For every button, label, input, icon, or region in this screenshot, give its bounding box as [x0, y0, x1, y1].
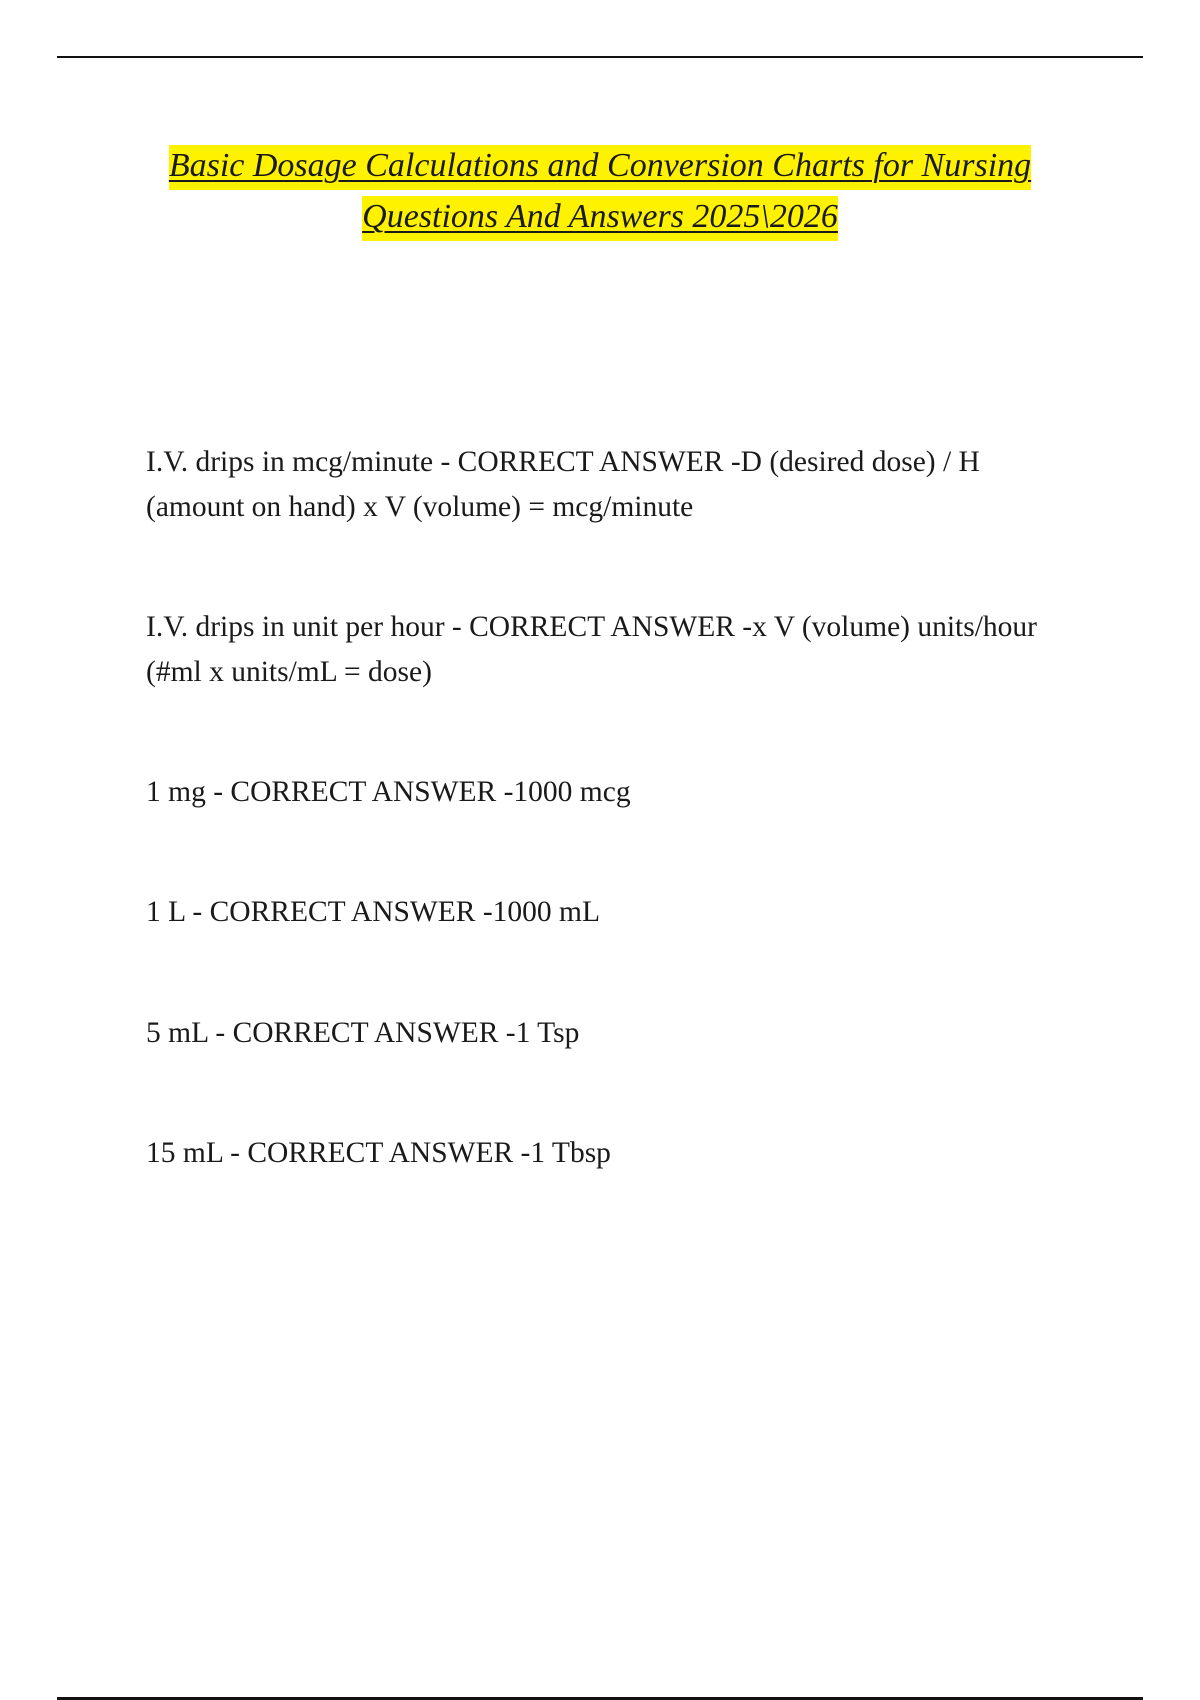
document-title: [120, 140, 1080, 242]
title-line-1: Basic Dosage Calculations and Conversion Charts for Nursing: [169, 145, 1031, 190]
top-rule: [57, 56, 1143, 58]
qa-entry: I.V. drips in unit per hour - CORRECT ANSWER -x V (volume) units/hour (#ml x units/mL = dose): [146, 611, 1038, 688]
qa-entry: I.V. drips in mcg/minute - CORRECT ANSWER -D (desired dose) / H (amount on hand) x V (volume) = mcg/minute: [146, 446, 980, 523]
qa-entry: 5 mL - CORRECT ANSWER -1 Tsp: [146, 1017, 580, 1049]
title-line-2: Questions And Answers 2025\2026: [362, 196, 838, 241]
qa-entry: 15 mL - CORRECT ANSWER -1 Tbsp: [146, 1137, 611, 1169]
qa-entry: 1 L - CORRECT ANSWER -1000 mL: [146, 896, 600, 928]
qa-entry: 1 mg - CORRECT ANSWER -1000 mcg: [146, 776, 631, 808]
